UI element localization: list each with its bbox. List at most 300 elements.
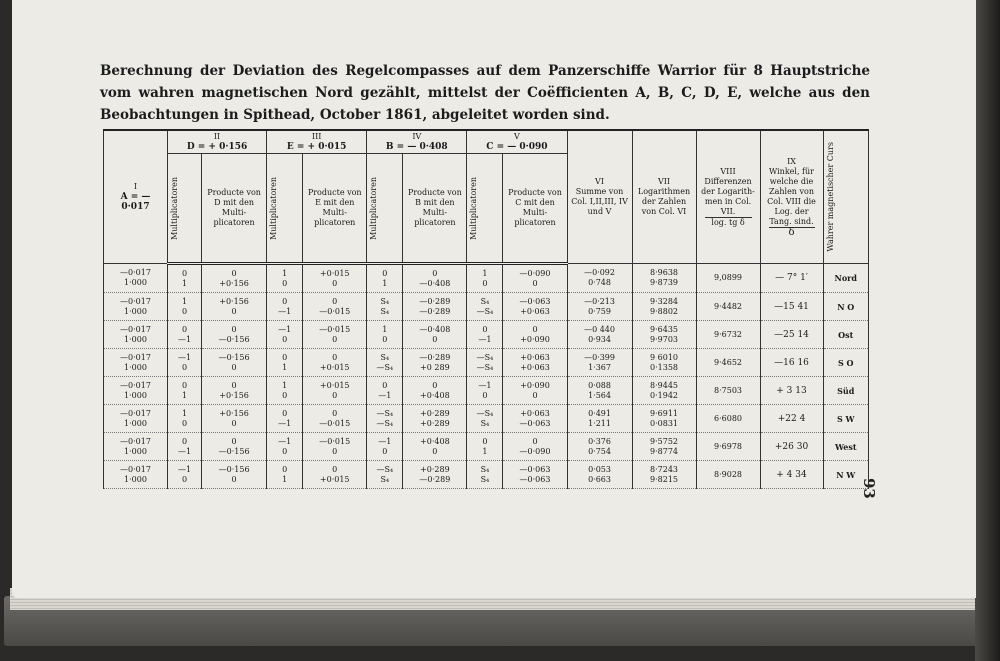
- cell-em: [267, 377, 303, 405]
- cell-course: Ost: [823, 321, 869, 349]
- cell-dp: [202, 461, 267, 489]
- cell-value: 0: [432, 446, 438, 456]
- cell-dm: [168, 264, 202, 293]
- cell-value: 0: [181, 380, 188, 390]
- cell-cm: [467, 405, 503, 433]
- cell-value: —0·015: [319, 306, 351, 316]
- header-col-VIII: [696, 130, 760, 264]
- cell-a: [104, 349, 168, 377]
- header-col-II: [168, 130, 267, 154]
- cell-a: [104, 293, 168, 321]
- cell-value: —0·156: [218, 334, 250, 344]
- header-col-VI-num: VI: [595, 177, 604, 186]
- cell-angle: —16 16: [760, 349, 823, 377]
- header-col-I: [104, 130, 168, 264]
- cell-value: 0: [332, 464, 338, 474]
- cell-value: 0: [332, 296, 338, 306]
- cell-value: 0: [332, 352, 338, 362]
- cell-ep: [303, 349, 367, 377]
- cell-value: 0: [532, 324, 538, 334]
- cell-cp: [503, 349, 567, 377]
- cell-angle: — 7° 1′: [760, 264, 823, 293]
- cell-log: [632, 433, 696, 461]
- header-col-IV-label: B = — 0·408: [385, 142, 448, 152]
- cell-value: 1·000: [124, 446, 147, 456]
- cell-value: 0: [332, 278, 338, 288]
- cell-value: 1: [181, 408, 188, 418]
- cell-bp: [403, 349, 467, 377]
- cell-dp: [202, 349, 267, 377]
- cell-value: 0: [432, 268, 438, 278]
- cell-value: —0·289: [419, 306, 451, 316]
- cell-cm: [467, 293, 503, 321]
- cell-value: 9·5752: [650, 436, 679, 446]
- cell-value: +0·015: [319, 380, 350, 390]
- cell-value: S₄: [380, 296, 390, 306]
- deviation-table: [103, 129, 869, 489]
- cell-em: [267, 321, 303, 349]
- book-spine: [975, 0, 1000, 661]
- cell-dm: [168, 377, 202, 405]
- cell-value: —0·289: [419, 296, 451, 306]
- cell-cm: [467, 349, 503, 377]
- cell-value: —0·017: [120, 268, 151, 277]
- cell-value: —0·015: [319, 436, 351, 446]
- cell-value: 0·1358: [650, 362, 679, 372]
- cell-ep: [303, 321, 367, 349]
- cell-log: [632, 321, 696, 349]
- cell-ep: [303, 264, 367, 293]
- cell-cm: [467, 433, 503, 461]
- cell-log: [632, 405, 696, 433]
- header-prod-E: Producte von E mit den Multi-plicatoren: [303, 154, 367, 264]
- header-col-IV: [367, 130, 467, 154]
- cell-dm: [168, 405, 202, 433]
- cell-value: 1: [382, 278, 388, 288]
- cell-value: 0: [482, 324, 488, 334]
- cell-value: 0: [482, 278, 488, 288]
- cell-dm: [168, 293, 202, 321]
- cell-value: 0: [382, 268, 388, 278]
- header-col-VIII-sub: log. tg δ: [711, 217, 745, 227]
- cell-bm: [367, 461, 403, 489]
- cell-value: —0·090: [519, 268, 551, 278]
- header-col-V-num: V: [514, 132, 520, 141]
- header-col-II-label: D = + 0·156: [186, 142, 248, 152]
- cell-value: 0: [532, 278, 538, 288]
- cell-sum: [567, 433, 632, 461]
- cell-value: +0·090: [520, 380, 550, 390]
- cell-value: —0·017: [120, 352, 151, 362]
- cell-value: —S₄: [476, 306, 494, 316]
- cell-value: —0·213: [584, 296, 615, 306]
- cell-value: 0: [332, 390, 338, 400]
- cell-value: —0·017: [120, 324, 151, 334]
- header-col-VII: [632, 130, 696, 264]
- cell-cp: [503, 264, 567, 293]
- cell-course: West: [823, 433, 869, 461]
- cell-value: —1: [278, 436, 292, 446]
- cell-value: —S₄: [376, 408, 394, 418]
- header-col-I-label: A = — 0·017: [120, 192, 151, 212]
- cell-value: +0·063: [520, 408, 550, 418]
- cell-value: —0·017: [120, 436, 151, 446]
- cell-value: +0·408: [420, 390, 450, 400]
- cell-value: 9·8739: [650, 278, 679, 287]
- cell-value: —0·408: [419, 278, 451, 288]
- cell-cm: [467, 321, 503, 349]
- cell-value: 0: [382, 380, 388, 390]
- cell-course: Süd: [823, 377, 869, 405]
- cell-value: 0: [282, 390, 288, 400]
- header-col-VIII-label: Differenzen der Logarith-men in Col. VII.: [701, 176, 755, 216]
- cell-ep: [303, 461, 367, 489]
- cell-value: 9 6010: [650, 352, 679, 362]
- cell-dp: [202, 321, 267, 349]
- cell-value: 0: [332, 334, 338, 344]
- cell-value: 0·759: [588, 306, 611, 316]
- cell-value: 9·3284: [650, 296, 679, 306]
- cell-log: [632, 377, 696, 405]
- cell-value: 0: [282, 296, 288, 306]
- cell-value: —S₄: [376, 418, 394, 428]
- cell-value: S₄: [380, 474, 390, 484]
- cell-value: —0·399: [584, 352, 615, 362]
- cell-value: 0: [231, 418, 237, 428]
- cell-value: —1: [278, 418, 292, 428]
- cell-angle: +22 4: [760, 405, 823, 433]
- cell-value: 0·663: [588, 474, 611, 484]
- cell-bp: [403, 321, 467, 349]
- cell-value: —0·289: [419, 474, 451, 484]
- cell-course: Nord: [823, 264, 869, 293]
- cell-diff: 9·4652: [696, 349, 760, 377]
- cell-angle: + 3 13: [760, 377, 823, 405]
- cell-cp: [503, 405, 567, 433]
- cell-value: 0·491: [588, 408, 611, 418]
- cell-value: 0: [181, 474, 188, 484]
- cell-log: [632, 293, 696, 321]
- cell-dp: [202, 264, 267, 293]
- cell-cm: [467, 264, 503, 293]
- cell-value: 0: [231, 436, 237, 446]
- cell-value: 0: [231, 324, 237, 334]
- cell-value: 0·376: [588, 436, 611, 446]
- cell-value: +0·015: [319, 474, 350, 484]
- cell-ep: [303, 377, 367, 405]
- cell-dm: [168, 349, 202, 377]
- cell-value: 0·0831: [650, 418, 679, 428]
- cell-bm: [367, 293, 403, 321]
- cell-value: 0·088: [588, 380, 611, 390]
- cell-value: 0: [231, 362, 237, 372]
- cell-value: +0·289: [420, 464, 450, 474]
- cell-value: 1·564: [588, 390, 611, 400]
- cell-sum: [567, 405, 632, 433]
- cell-dm: [168, 461, 202, 489]
- cell-value: +0·090: [520, 334, 550, 344]
- cell-value: 0: [432, 334, 438, 344]
- cell-angle: —15 41: [760, 293, 823, 321]
- cell-value: 1·000: [124, 306, 147, 316]
- cell-value: 1: [181, 296, 188, 306]
- cell-sum: [567, 461, 632, 489]
- table-row: [104, 405, 869, 433]
- header-prod-C: Producte von C mit den Multi-plicatoren: [503, 154, 567, 264]
- cell-cm: [467, 377, 503, 405]
- header-col-III-label: E = + 0·015: [286, 142, 347, 152]
- cell-a: [104, 461, 168, 489]
- header-col-II-num: II: [213, 132, 221, 141]
- cell-value: +0·408: [420, 436, 450, 446]
- cell-value: —0·017: [120, 408, 151, 418]
- cell-diff: 9·6978: [696, 433, 760, 461]
- cell-value: —0·063: [519, 418, 551, 428]
- cell-ep: [303, 433, 367, 461]
- header-col-VI-label: Summe von Col. I,II,III, IV und V: [571, 187, 628, 216]
- cell-value: 8·7243: [650, 464, 679, 474]
- cell-value: —0·289: [419, 352, 451, 362]
- cell-dp: [202, 433, 267, 461]
- cell-a: [104, 321, 168, 349]
- cell-value: 0: [282, 464, 288, 474]
- cell-course: S O: [823, 349, 869, 377]
- cell-value: 1·000: [124, 362, 147, 372]
- cell-em: [267, 461, 303, 489]
- cell-bp: [403, 433, 467, 461]
- cell-dm: [168, 321, 202, 349]
- cell-cp: [503, 321, 567, 349]
- header-col-IV-num: IV: [412, 132, 422, 141]
- cell-value: 0: [181, 306, 188, 316]
- header-col-IX: [760, 130, 823, 264]
- table-row: [104, 349, 869, 377]
- cell-value: 0: [482, 390, 488, 400]
- cell-value: 1·211: [588, 418, 611, 428]
- cell-value: 0: [282, 446, 288, 456]
- cell-value: 0: [382, 334, 388, 344]
- cell-value: —0·017: [120, 296, 151, 306]
- cell-value: +0·289: [420, 408, 450, 418]
- cell-em: [267, 349, 303, 377]
- cell-value: 0: [181, 418, 188, 428]
- cell-log: [632, 349, 696, 377]
- cell-bm: [367, 349, 403, 377]
- cell-value: 0: [181, 324, 188, 334]
- cell-value: 9·6435: [650, 324, 679, 334]
- cell-value: 1: [282, 474, 288, 484]
- table-row: [104, 264, 869, 293]
- cell-value: —1: [378, 436, 392, 446]
- cell-value: 0·748: [588, 278, 611, 287]
- cell-cp: [503, 461, 567, 489]
- cell-dp: [202, 405, 267, 433]
- cell-value: —0·063: [519, 296, 551, 306]
- cell-value: 0·1942: [650, 390, 679, 400]
- cell-value: 9·8802: [650, 306, 679, 316]
- cell-value: —1: [177, 446, 192, 456]
- cell-sum: [567, 349, 632, 377]
- cell-value: —0·090: [519, 446, 551, 456]
- cell-value: —0 440: [584, 324, 615, 334]
- cell-bm: [367, 433, 403, 461]
- table-row: [104, 377, 869, 405]
- header-col-V-label: C = — 0·090: [486, 142, 548, 152]
- header-mult-C: Multiplicatoren: [467, 154, 503, 264]
- header-col-VII-label: Logarithmen der Zahlen von Col. VI: [637, 187, 691, 216]
- cell-value: S₄: [380, 306, 390, 316]
- cell-value: 1·000: [124, 474, 147, 484]
- cell-em: [267, 405, 303, 433]
- cell-value: 1·000: [124, 390, 147, 400]
- cell-diff: 6·6080: [696, 405, 760, 433]
- cell-value: +0·063: [520, 306, 550, 316]
- header-col-III-num: III: [311, 132, 322, 141]
- cell-value: 9·8215: [650, 474, 679, 484]
- cell-value: 0: [432, 380, 438, 390]
- header-col-VIII-num: VIII: [720, 166, 736, 176]
- cell-value: 1: [282, 268, 288, 278]
- cell-value: —1: [278, 324, 292, 334]
- cell-value: S₄: [480, 464, 490, 474]
- cell-course: N W: [823, 461, 869, 489]
- cell-value: —0·156: [218, 464, 250, 474]
- cell-value: 0·053: [588, 464, 611, 474]
- cell-value: —1: [478, 380, 492, 390]
- cell-value: —0·017: [120, 380, 151, 390]
- cell-diff: 8·7503: [696, 377, 760, 405]
- table-row: [104, 321, 869, 349]
- cell-a: [104, 264, 168, 293]
- cell-bp: [403, 293, 467, 321]
- cell-value: —1: [278, 306, 292, 316]
- cell-em: [267, 264, 303, 293]
- cell-value: 1·000: [124, 418, 147, 428]
- cell-value: S₄: [380, 352, 390, 362]
- cell-value: —S₄: [376, 362, 394, 372]
- cell-angle: —25 14: [760, 321, 823, 349]
- cell-diff: 8·9028: [696, 461, 760, 489]
- cell-value: 1·000: [124, 334, 147, 344]
- header-col-VI: [567, 130, 632, 264]
- cell-value: +0·289: [420, 418, 450, 428]
- cell-value: +0·015: [319, 362, 350, 372]
- cell-value: +0·156: [219, 408, 249, 418]
- cell-value: S₄: [480, 296, 490, 306]
- cell-value: 0·934: [588, 334, 611, 344]
- cell-bp: [403, 377, 467, 405]
- cell-angle: +26 30: [760, 433, 823, 461]
- cell-value: 0: [282, 334, 288, 344]
- cell-value: 8·9445: [650, 380, 679, 390]
- cell-value: 1: [181, 278, 188, 288]
- cell-sum: [567, 377, 632, 405]
- cell-value: +0·063: [520, 362, 550, 372]
- header-col-III: [267, 130, 367, 154]
- page-title: Berechnung der Deviation des Regelcompasses auf dem Panzerschiffe Warrior für 8 Hauptstriche vom wahren magnetischen Nord gezählt, mittelst der Coëfficienten A, B, C, D, E, welche aus den Beobachtungen in Spithead, October 1861, abgeleitet worden sind.: [100, 63, 870, 123]
- cell-sum: [567, 293, 632, 321]
- cell-value: —0·092: [584, 268, 615, 277]
- header-col-IX-label: Winkel, für welche die Zahlen von Col. VIII die Log. der Tang. sind.: [767, 166, 816, 226]
- cell-value: —1: [177, 352, 192, 362]
- cell-value: +0 289: [420, 362, 450, 372]
- header-course-label: Wahrer magnetischer Curs: [825, 142, 835, 252]
- cell-angle: + 4 34: [760, 461, 823, 489]
- cell-value: 0: [181, 362, 188, 372]
- cell-value: —1: [177, 334, 192, 344]
- cell-value: 0: [231, 474, 237, 484]
- header-col-V: [467, 130, 567, 154]
- header-col-IX-num: IX: [787, 156, 796, 166]
- page-number: 93: [860, 478, 878, 499]
- header-course: [823, 130, 869, 264]
- cell-ep: [303, 293, 367, 321]
- cell-bp: [403, 264, 467, 293]
- cell-value: 1: [282, 380, 288, 390]
- cell-value: —0·017: [120, 464, 151, 474]
- header-prod-B: Producte von B mit den Multi-plicatoren: [403, 154, 467, 264]
- table-row: [104, 293, 869, 321]
- cell-em: [267, 293, 303, 321]
- cell-value: 0: [532, 390, 538, 400]
- header-prod-D: Producte von D mit den Multi-plicatoren: [202, 154, 267, 264]
- cell-value: —S₄: [476, 408, 494, 418]
- cell-cp: [503, 293, 567, 321]
- cell-value: +0·156: [219, 296, 249, 306]
- cell-value: 8·9638: [650, 268, 679, 277]
- cell-bm: [367, 377, 403, 405]
- cell-value: —0·063: [519, 464, 551, 474]
- cell-value: 1·367: [588, 362, 611, 372]
- cell-a: [104, 377, 168, 405]
- cell-sum: [567, 321, 632, 349]
- cell-value: +0·156: [219, 390, 249, 400]
- cell-bm: [367, 321, 403, 349]
- cell-value: 1: [482, 446, 488, 456]
- header-mult-B: Multiplicatoren: [367, 154, 403, 264]
- header-mult-D: Multiplicatoren: [168, 154, 202, 264]
- cell-value: 0: [181, 436, 188, 446]
- cell-sum: [567, 264, 632, 293]
- cell-cp: [503, 377, 567, 405]
- cell-value: 1: [382, 324, 388, 334]
- cell-value: —S₄: [376, 464, 394, 474]
- cell-course: N O: [823, 293, 869, 321]
- cell-value: 9·8774: [650, 446, 679, 456]
- table-row: [104, 433, 869, 461]
- cell-value: 9·9703: [650, 334, 679, 344]
- cell-value: +0·015: [319, 268, 350, 278]
- cell-a: [104, 405, 168, 433]
- cell-value: +0·063: [520, 352, 550, 362]
- cell-value: 0: [282, 278, 288, 288]
- cell-value: 0: [532, 436, 538, 446]
- cell-value: 9·6911: [650, 408, 679, 418]
- header-col-I-num: I: [133, 182, 138, 191]
- cell-bm: [367, 405, 403, 433]
- cell-value: 0: [332, 446, 338, 456]
- cell-diff: 9·6732: [696, 321, 760, 349]
- cell-value: —1: [378, 390, 392, 400]
- cell-bp: [403, 461, 467, 489]
- cell-value: —S₄: [476, 352, 494, 362]
- cell-value: —0·015: [319, 324, 351, 334]
- cell-value: 0: [482, 436, 488, 446]
- header-mult-E: Multiplicatoren: [267, 154, 303, 264]
- cell-value: 1: [482, 268, 488, 278]
- cell-value: 1: [181, 390, 188, 400]
- cell-value: —S₄: [476, 362, 494, 372]
